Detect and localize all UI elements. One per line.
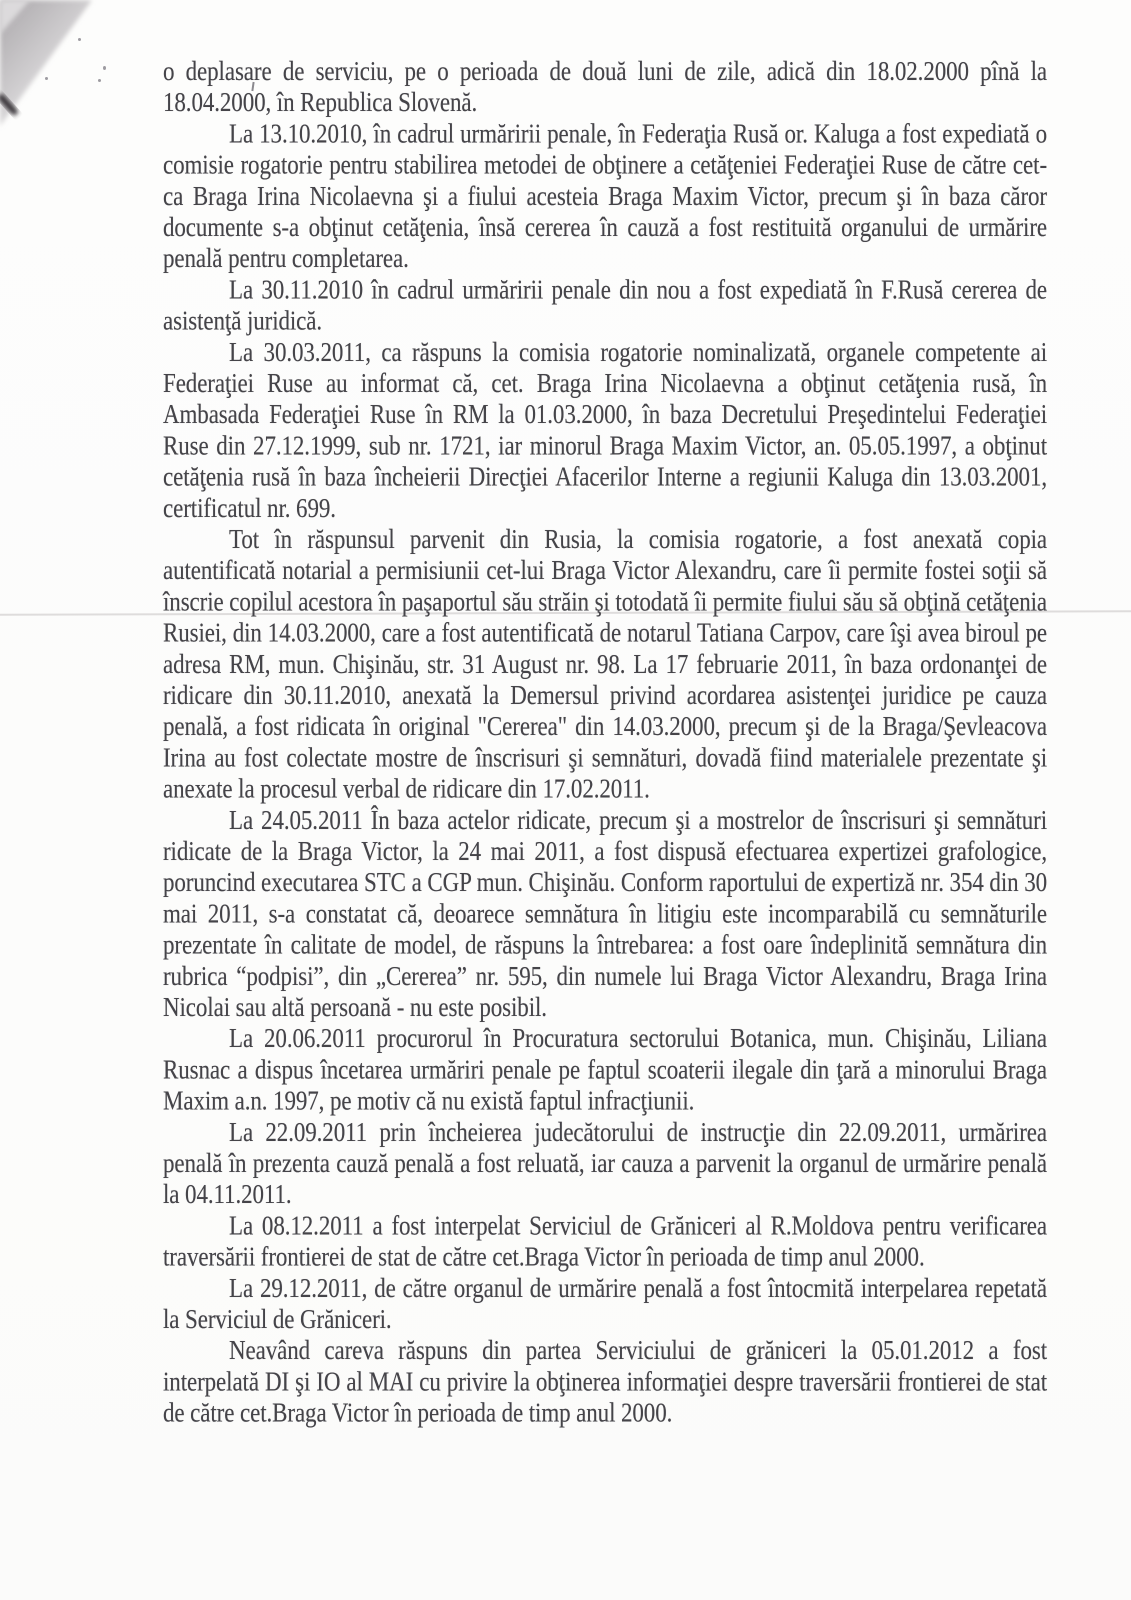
dust-speck	[98, 79, 101, 82]
paragraph-raspuns-rusia: Tot în răspunsul parvenit din Rusia, la comisia rogatorie, a fost anexată copia autentificată notarial a permisiunii cet-lui Braga Victor Alexandru, care îi permite fostei soţii să înscrie copilul acestora în paşaportul său străin şi totodată îi permite fiului său să obţină cetăţenia Rusiei, din 14.03.2000, care a fost autentificată de notarul Tatiana Carpov, care îşi avea biroul pe adresa RM, mun. Chişinău, str. 31 August nr. 98. La 17 februarie 2011, în baza ordonanţei de ridicare din 30.11.2010, anexată la Demersul privind acordarea asistenţei juridice pe cauza penală, a fost ridicata în original "Cererea" din 14.03.2000, precum şi de la Braga/Şevleacova Irina au fost colectate mostre de înscrisuri şi semnături, dovadă fiind materialele prezentate şi anexate la procesul verbal de ridicare din 17.02.2011.	[163, 524, 1047, 804]
dust-speck	[103, 66, 106, 70]
paragraph-neavand-raspuns: Neavând careva răspuns din partea Serviciului de grăniceri la 05.01.2012 a fost interpelată DI şi IO al MAI cu privire la obţinerea informaţiei despre traversării frontierei de stat de către cet.Braga Victor în perioada de timp anul 2000.	[163, 1335, 1047, 1428]
dust-speck	[78, 38, 81, 41]
paragraph-20-06-2011: La 20.06.2011 procurorul în Procuratura sectorului Botanica, mun. Chişinău, Liliana Rusnac a dispus încetarea urmăriri penale pe faptul scoaterii ilegale din ţară a minorului Braga Maxim a.n. 1997, pe motiv că nu există faptul infracţiunii.	[163, 1023, 1047, 1116]
paragraph-22-09-2011: La 22.09.2011 prin încheierea judecătorului de instrucţie din 22.09.2011, urmărirea penală în prezenta cauză penală a fost reluată, iar cauza a parvenit la organul de urmărire penală la 04.11.2011.	[163, 1116, 1047, 1210]
paragraph-08-12-2011: La 08.12.2011 a fost interpelat Serviciul de Grăniceri al R.Moldova pentru verificarea traversării frontierei de stat de către cet.Braga Victor în perioada de timp anul 2000.	[163, 1210, 1047, 1272]
document-text-block	[163, 56, 1047, 1429]
paragraph-13-10-2010: La 13.10.2010, în cadrul urmăririi penale, în Federaţia Rusă or. Kaluga a fost expediată o comisie rogatorie pentru stabilirea metodei de obţinere a cetăţeniei Federaţiei Ruse de către cet-ca Braga Irina Nicolaevna şi a fiului acesteia Braga Maxim Victor, precum şi în baza căror documente s-a obţinut cetăţenia, însă cererea în cauză a fost restituită organului de urmărire penală pentru completarea.	[163, 118, 1047, 274]
paragraph-29-12-2011: La 29.12.2011, de către organul de urmărire penală a fost întocmită interpelarea repetată la Serviciul de Grăniceri.	[163, 1272, 1047, 1334]
paragraph-30-11-2010: La 30.11.2010 în cadrul urmăririi penale din nou a fost expediată în F.Rusă cererea de asistenţă juridică.	[163, 274, 1047, 336]
paragraph-30-03-2011: La 30.03.2011, ca răspuns la comisia rogatorie nominalizată, organele competente ai Federaţiei Ruse au informat că, cet. Braga Irina Nicolaevna a obţinut cetăţenia rusă, în Ambasada Federaţiei Ruse în RM la 01.03.2000, în baza Decretului Preşedintelui Federaţiei Ruse din 27.12.1999, sub nr. 1721, iar minorul Braga Maxim Victor, an. 05.05.1997, a obţinut cetăţenia rusă în baza încheierii Direcţiei Afacerilor Interne a regiunii Kaluga din 13.03.2001, certificatul nr. 699.	[163, 336, 1047, 523]
paragraph-24-05-2011: La 24.05.2011 În baza actelor ridicate, precum şi a mostrelor de înscrisuri şi semnături ridicate de la Braga Victor, la 24 mai 2011, a fost dispusă efectuarea expertizei grafologice, poruncind executarea STC a CGP mun. Chişinău. Conform raportului de expertiză nr. 354 din 30 mai 2011, s-a constatat că, deoarece semnătura în litigiu este incomparabilă cu semnăturile prezentate în calitate de model, de răspuns la întrebarea: a fost oare îndeplinită semnătura din rubrica “podpisi”, din „Cererea” nr. 595, din numele lui Braga Victor Alexandru, Braga Irina Nicolai sau altă persoană - nu este posibil.	[163, 804, 1047, 1023]
dust-speck	[45, 77, 48, 80]
paragraph-continuation: o deplasare de serviciu, pe o perioada de două luni de zile, adică din 18.02.2000 pînă la 18.04.2000, în Republica Slovenă.	[163, 56, 1047, 118]
